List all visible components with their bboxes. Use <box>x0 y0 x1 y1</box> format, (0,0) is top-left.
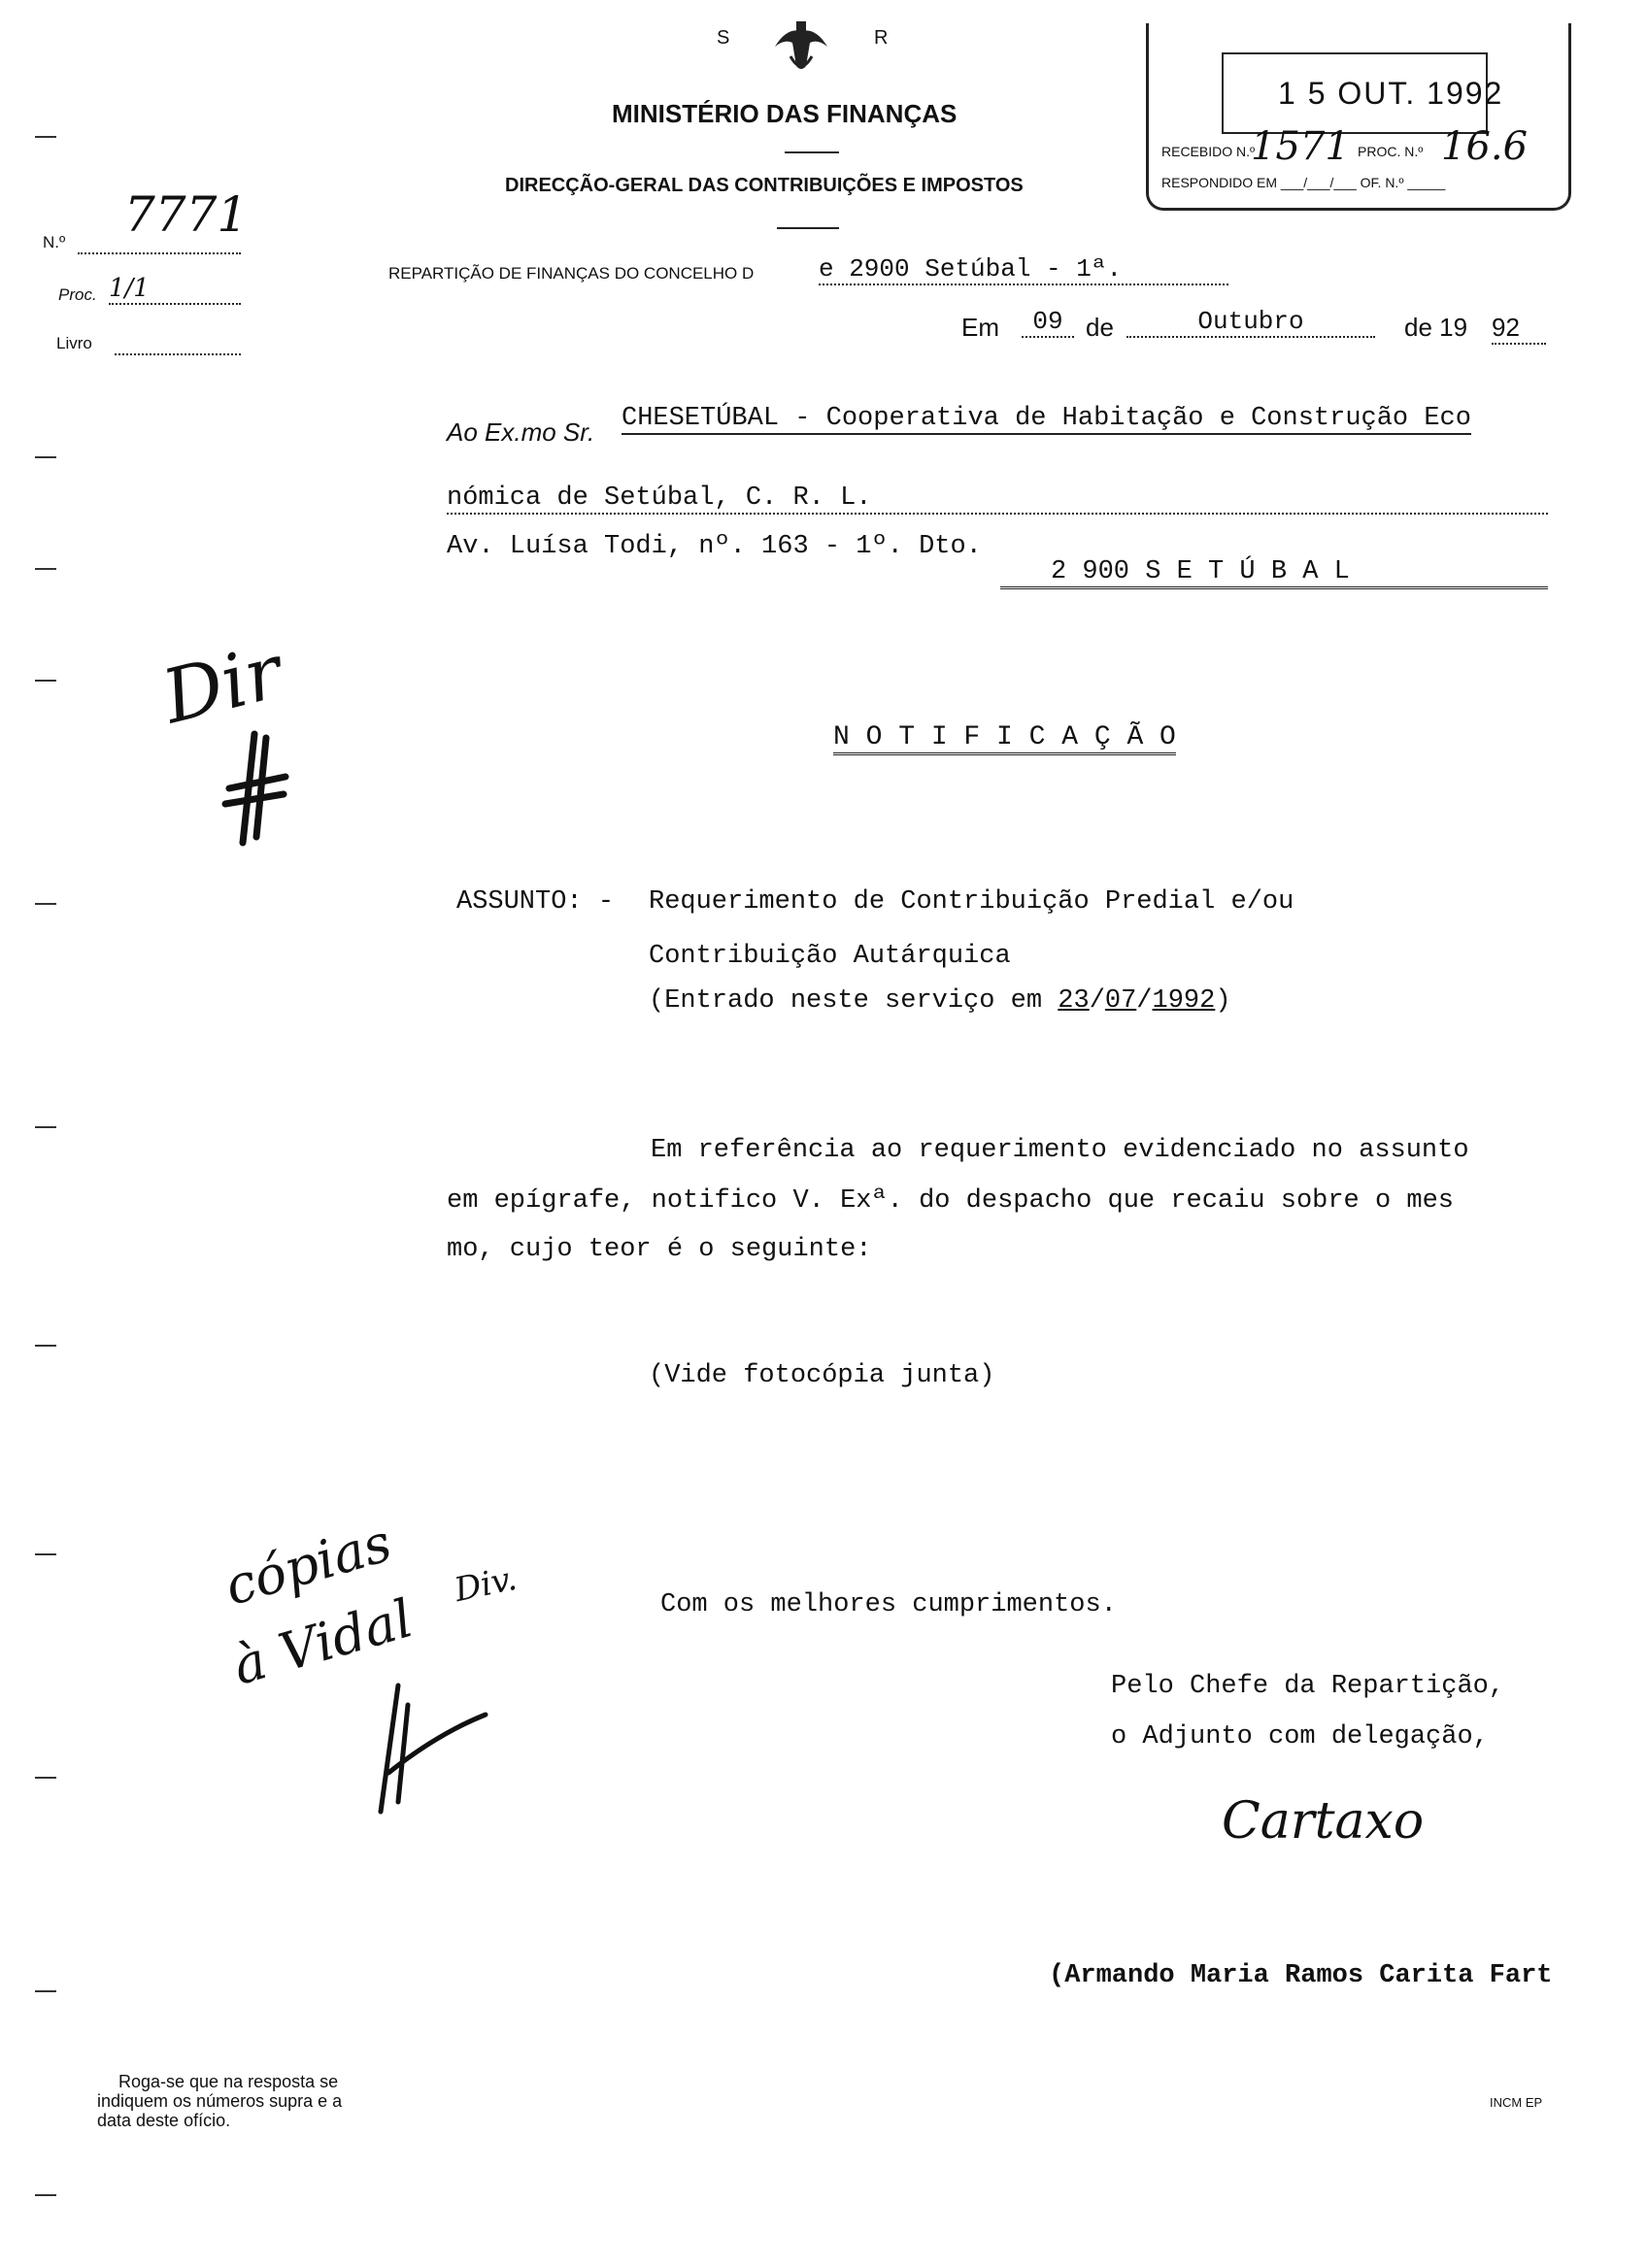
emblem-letter-right: R <box>874 27 889 49</box>
attachment-note: (Vide fotocópia junta) <box>649 1361 995 1390</box>
footer-note-line-1: Roga-se que na resposta se <box>118 2072 339 2091</box>
stamp-received-number: 1571 <box>1251 124 1350 169</box>
margin-mark <box>35 1990 56 1992</box>
stamp-proc-number: 16.6 <box>1441 124 1529 169</box>
footer-note-line-2: indiquem os números supra e a <box>97 2091 343 2111</box>
footer-note-line-3: data deste ofício. <box>97 2111 231 2130</box>
entry-day: 23 <box>1058 986 1090 1016</box>
subject-label: ASSUNTO: - <box>456 887 615 917</box>
stamp-responded-line: RESPONDIDO EM ___/___/___ OF. N.º _____ <box>1161 175 1446 190</box>
body-line-1: Em referência ao requerimento evidenciado no assunto <box>651 1136 1469 1165</box>
notice-title: N O T I F I C A Ç Ã O <box>833 722 1176 755</box>
body-line-3: mo, cujo teor é o seguinte: <box>447 1235 872 1264</box>
date-year-prefix: de 19 <box>1404 313 1468 342</box>
margin-mark <box>35 1553 56 1555</box>
addressee-city: 2 900 S E T Ú B A L <box>1000 557 1548 589</box>
printer-mark: INCM EP <box>1490 2095 1543 2110</box>
annotation-dir: Dir <box>154 627 290 741</box>
footer-note <box>97 2072 342 2130</box>
divider <box>785 151 839 153</box>
reference-number-line <box>78 247 241 254</box>
margin-mark <box>35 2194 56 2196</box>
reference-livro-label: Livro <box>56 334 92 352</box>
date-de: de <box>1086 313 1114 342</box>
margin-mark <box>35 568 56 570</box>
entry-month: 07 <box>1104 986 1137 1016</box>
divider <box>777 227 839 229</box>
date-month: Outubro <box>1126 307 1375 338</box>
office-label: REPARTIÇÃO DE FINANÇAS DO CONCELHO D <box>388 264 755 283</box>
directorate-title: DIRECÇÃO-GERAL DAS CONTRIBUIÇÕES E IMPOSTOS <box>505 175 1024 196</box>
reference-number-value: 7771 <box>124 186 249 243</box>
subject-line-3-prefix: (Entrado neste serviço em <box>649 986 1059 1016</box>
margin-mark <box>35 1777 56 1779</box>
stamp-date: 1 5 OUT. 1992 <box>1278 76 1504 111</box>
margin-mark <box>35 136 56 138</box>
signature-line-2: o Adjunto com delegação, <box>1111 1722 1489 1751</box>
margin-mark <box>35 680 56 682</box>
entry-year: 1992 <box>1152 986 1216 1016</box>
signatory-name: (Armando Maria Ramos Carita Fart <box>1049 1961 1553 1990</box>
reference-livro-line <box>115 348 241 355</box>
subject-line-2: Contribuição Autárquica <box>649 942 1011 971</box>
closing: Com os melhores cumprimentos. <box>660 1590 1117 1619</box>
annotation-copies-1: cópias <box>218 1512 398 1618</box>
margin-mark <box>35 1345 56 1347</box>
date-year: 92 <box>1492 313 1546 345</box>
date-em: Em <box>961 313 999 342</box>
addressee-line-2: nómica de Setúbal, C. R. L. <box>447 484 1548 515</box>
margin-mark <box>35 456 56 458</box>
addressee-line-1: CHESETÚBAL - Cooperativa de Habitação e Construção Eco <box>622 404 1471 433</box>
coat-of-arms-icon <box>767 17 835 83</box>
initials-mark-icon <box>216 730 293 851</box>
subject-line-1: Requerimento de Contribuição Predial e/ou <box>649 887 1294 917</box>
initials-mark-icon <box>369 1666 495 1826</box>
reference-number-label: N.º <box>43 233 66 251</box>
annotation-copies-3: Div. <box>451 1558 521 1611</box>
emblem-letter-left: S <box>717 27 730 49</box>
subject-line-3-suffix: ) <box>1215 986 1231 1016</box>
signature-handwritten: Cartaxo <box>1222 1792 1425 1851</box>
date-day: 09 <box>1022 307 1074 338</box>
annotation-copies-2: à Vidal <box>225 1587 420 1697</box>
addressee-salutation: Ao Ex.mo Sr. <box>447 417 595 447</box>
stamp-proc-label: PROC. N.º <box>1358 144 1424 159</box>
reference-proc-value: 1/1 <box>109 274 241 305</box>
ministry-title: MINISTÉRIO DAS FINANÇAS <box>612 99 958 128</box>
margin-mark <box>35 903 56 905</box>
body-line-2: em epígrafe, notifico V. Exª. do despacho que recaiu sobre o mes <box>447 1186 1454 1216</box>
stamp-received-label: RECEBIDO N.º <box>1161 144 1256 159</box>
office-value: e 2900 Setúbal - 1ª. <box>819 254 1228 285</box>
addressee-line-3: Av. Luísa Todi, nº. 163 - 1º. Dto. <box>447 532 982 561</box>
signature-line-1: Pelo Chefe da Repartição, <box>1111 1672 1505 1701</box>
margin-mark <box>35 1126 56 1128</box>
reference-proc-label: Proc. <box>58 285 97 304</box>
subject-line-3: (Entrado neste serviço em 23/07/1992) <box>649 986 1231 1016</box>
